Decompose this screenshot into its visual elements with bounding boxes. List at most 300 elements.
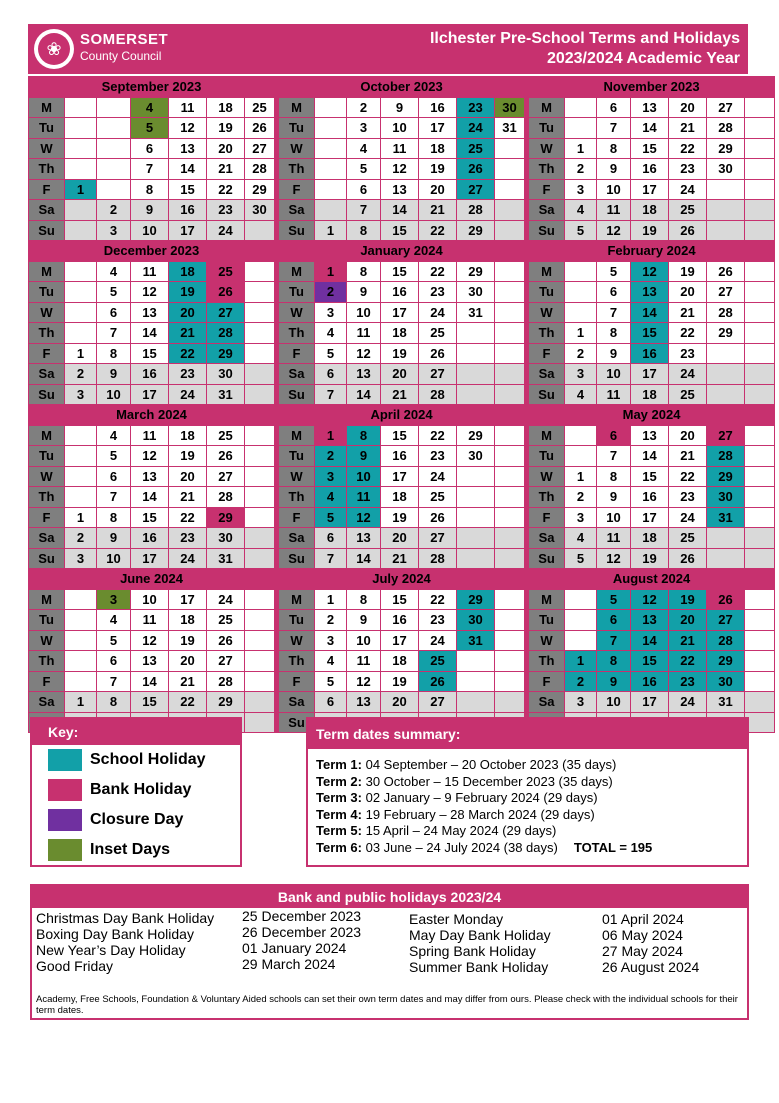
day-cell: 11 <box>347 323 381 344</box>
day-cell <box>457 323 495 344</box>
day-cell <box>745 384 775 405</box>
day-cell <box>245 446 275 467</box>
day-row <box>29 220 775 241</box>
day-cell: 22 <box>419 425 457 446</box>
day-cell <box>565 446 597 467</box>
day-label: M <box>529 97 565 118</box>
day-label: Sa <box>529 200 565 221</box>
day-cell <box>65 97 97 118</box>
day-cell: 28 <box>419 384 457 405</box>
day-cell: 31 <box>495 118 525 139</box>
day-cell <box>745 261 775 282</box>
day-cell: 22 <box>419 261 457 282</box>
key-item-inset-days <box>48 839 170 861</box>
day-cell <box>745 671 775 692</box>
day-cell: 23 <box>669 671 707 692</box>
day-cell <box>565 282 597 303</box>
day-label: W <box>29 302 65 323</box>
day-cell: 11 <box>597 528 631 549</box>
day-cell: 7 <box>597 302 631 323</box>
day-cell: 27 <box>207 651 245 672</box>
day-cell: 20 <box>207 138 245 159</box>
day-row <box>29 651 775 672</box>
day-cell: 5 <box>97 446 131 467</box>
day-cell: 22 <box>669 323 707 344</box>
day-cell: 24 <box>207 220 245 241</box>
dragon-icon: ❀ <box>38 33 70 65</box>
day-cell: 14 <box>631 446 669 467</box>
day-label: M <box>29 97 65 118</box>
day-cell: 31 <box>707 507 745 528</box>
day-cell: 13 <box>631 97 669 118</box>
day-cell: 20 <box>169 466 207 487</box>
day-cell <box>457 343 495 364</box>
day-cell: 1 <box>315 425 347 446</box>
day-cell: 25 <box>669 528 707 549</box>
day-cell <box>495 425 525 446</box>
day-label: F <box>29 179 65 200</box>
day-cell: 7 <box>597 118 631 139</box>
key-label: Inset Days <box>90 841 171 858</box>
day-cell: 31 <box>457 302 495 323</box>
day-cell <box>245 507 275 528</box>
day-cell <box>245 261 275 282</box>
day-label: F <box>529 343 565 364</box>
day-label: Sa <box>279 364 315 385</box>
day-cell <box>707 220 745 241</box>
day-cell <box>245 302 275 323</box>
day-cell: 21 <box>669 302 707 323</box>
footnote: Academy, Free Schools, Foundation & Voluntary Aided schools can set their own term dates and may differ from ours. Please check with the individual schools for their term dates. <box>36 994 738 1016</box>
day-cell: 7 <box>97 323 131 344</box>
day-cell <box>245 651 275 672</box>
day-label: W <box>529 302 565 323</box>
day-cell: 7 <box>597 630 631 651</box>
day-cell: 26 <box>669 548 707 569</box>
day-cell <box>97 97 131 118</box>
day-cell: 29 <box>457 261 495 282</box>
day-cell: 22 <box>419 589 457 610</box>
day-cell: 25 <box>669 384 707 405</box>
header-banner <box>28 24 748 74</box>
day-label: M <box>529 589 565 610</box>
day-cell: 2 <box>565 487 597 508</box>
day-cell: 24 <box>669 692 707 713</box>
day-cell: 12 <box>631 261 669 282</box>
day-cell: 1 <box>315 220 347 241</box>
day-cell: 16 <box>131 528 169 549</box>
day-cell: 23 <box>419 282 457 303</box>
day-cell: 29 <box>457 589 495 610</box>
day-cell: 26 <box>457 159 495 180</box>
day-cell <box>457 548 495 569</box>
day-cell <box>245 692 275 713</box>
day-cell: 24 <box>419 466 457 487</box>
day-label: Su <box>529 548 565 569</box>
day-cell: 20 <box>669 610 707 631</box>
day-label: Tu <box>29 446 65 467</box>
day-cell: 30 <box>457 282 495 303</box>
day-cell: 10 <box>347 302 381 323</box>
day-cell: 3 <box>97 220 131 241</box>
day-cell <box>565 302 597 323</box>
day-label: Tu <box>279 610 315 631</box>
day-cell: 10 <box>381 118 419 139</box>
month-name: March 2024 <box>29 405 275 426</box>
day-cell: 29 <box>707 466 745 487</box>
day-label: M <box>29 589 65 610</box>
day-cell: 10 <box>347 466 381 487</box>
day-cell <box>565 97 597 118</box>
day-label: F <box>29 671 65 692</box>
day-cell <box>65 220 97 241</box>
day-row <box>29 466 775 487</box>
day-cell: 13 <box>131 466 169 487</box>
day-cell <box>707 343 745 364</box>
day-cell <box>65 425 97 446</box>
day-cell <box>245 364 275 385</box>
term-line: Term 1: 04 September – 20 October 2023 (35 days) <box>316 757 617 772</box>
day-cell: 17 <box>631 692 669 713</box>
key-title: Key: <box>32 719 240 745</box>
day-cell: 1 <box>65 179 97 200</box>
day-cell: 27 <box>419 528 457 549</box>
day-label: Tu <box>529 282 565 303</box>
day-cell: 13 <box>381 179 419 200</box>
day-label: F <box>29 507 65 528</box>
day-cell: 30 <box>457 610 495 631</box>
day-cell: 4 <box>131 97 169 118</box>
day-cell: 20 <box>381 528 419 549</box>
day-cell: 2 <box>315 610 347 631</box>
day-cell: 19 <box>669 261 707 282</box>
day-cell <box>565 630 597 651</box>
day-cell: 5 <box>131 118 169 139</box>
day-cell: 2 <box>65 364 97 385</box>
day-cell: 25 <box>419 323 457 344</box>
day-cell <box>495 343 525 364</box>
day-cell: 5 <box>347 159 381 180</box>
term-line: Term 5: 15 April – 24 May 2024 (29 days) <box>316 823 557 838</box>
day-label: Th <box>279 159 315 180</box>
day-cell <box>65 630 97 651</box>
day-cell: 26 <box>707 589 745 610</box>
day-row <box>29 343 775 364</box>
day-cell: 30 <box>207 364 245 385</box>
day-cell: 3 <box>315 302 347 323</box>
day-cell: 15 <box>131 692 169 713</box>
day-label: F <box>279 343 315 364</box>
day-label: Th <box>279 323 315 344</box>
day-cell: 15 <box>381 589 419 610</box>
day-label: Sa <box>279 528 315 549</box>
day-cell: 19 <box>669 589 707 610</box>
day-cell <box>245 548 275 569</box>
day-cell: 17 <box>419 118 457 139</box>
day-cell: 21 <box>169 487 207 508</box>
day-cell <box>97 179 131 200</box>
day-label: W <box>279 138 315 159</box>
day-cell: 9 <box>131 200 169 221</box>
day-cell: 10 <box>97 548 131 569</box>
day-cell: 9 <box>597 159 631 180</box>
day-label: Sa <box>279 692 315 713</box>
day-label: F <box>279 507 315 528</box>
day-cell <box>745 323 775 344</box>
day-cell <box>745 446 775 467</box>
day-cell: 6 <box>315 528 347 549</box>
day-cell: 27 <box>707 282 745 303</box>
day-row <box>29 97 775 118</box>
day-cell <box>245 630 275 651</box>
day-cell: 24 <box>207 589 245 610</box>
month-header-row <box>29 569 775 590</box>
day-cell: 18 <box>381 487 419 508</box>
day-cell: 25 <box>419 651 457 672</box>
day-cell: 26 <box>419 507 457 528</box>
calendar-grid <box>28 76 748 733</box>
day-cell <box>495 138 525 159</box>
day-cell: 18 <box>631 200 669 221</box>
day-cell <box>495 671 525 692</box>
day-cell: 1 <box>565 323 597 344</box>
logo-line1: SOMERSET <box>80 31 169 48</box>
term-line: Term 4: 19 February – 28 March 2024 (29 days) <box>316 806 595 822</box>
day-cell <box>495 200 525 221</box>
day-cell: 17 <box>131 548 169 569</box>
day-cell <box>745 343 775 364</box>
page-title-line2: 2023/2024 Academic Year <box>546 50 740 67</box>
day-cell: 4 <box>565 200 597 221</box>
day-cell <box>65 651 97 672</box>
day-cell: 13 <box>631 610 669 631</box>
day-cell: 11 <box>169 97 207 118</box>
day-cell: 17 <box>631 179 669 200</box>
day-cell: 9 <box>347 610 381 631</box>
day-cell: 12 <box>131 446 169 467</box>
day-cell: 10 <box>597 507 631 528</box>
day-cell: 10 <box>597 364 631 385</box>
day-cell: 19 <box>381 507 419 528</box>
day-cell: 12 <box>347 671 381 692</box>
day-label: Su <box>529 384 565 405</box>
month-name: February 2024 <box>529 241 775 262</box>
day-cell: 3 <box>315 630 347 651</box>
day-cell: 7 <box>315 384 347 405</box>
day-row <box>29 118 775 139</box>
day-cell: 29 <box>707 138 745 159</box>
day-cell: 6 <box>97 466 131 487</box>
day-cell: 24 <box>669 507 707 528</box>
day-cell <box>745 118 775 139</box>
day-cell: 29 <box>207 343 245 364</box>
day-cell: 14 <box>631 302 669 323</box>
day-cell <box>707 179 745 200</box>
day-cell <box>745 97 775 118</box>
day-cell: 6 <box>597 610 631 631</box>
day-cell: 6 <box>97 651 131 672</box>
day-cell <box>745 200 775 221</box>
day-cell: 12 <box>131 630 169 651</box>
day-cell: 8 <box>97 507 131 528</box>
day-cell: 27 <box>207 466 245 487</box>
day-cell: 14 <box>131 487 169 508</box>
day-cell: 16 <box>169 200 207 221</box>
day-cell: 31 <box>707 692 745 713</box>
day-cell: 18 <box>631 384 669 405</box>
day-cell: 4 <box>565 528 597 549</box>
day-cell: 14 <box>381 200 419 221</box>
day-cell: 23 <box>669 159 707 180</box>
day-cell <box>565 261 597 282</box>
day-row <box>29 671 775 692</box>
day-cell: 14 <box>347 384 381 405</box>
day-cell: 30 <box>707 487 745 508</box>
day-label: W <box>529 138 565 159</box>
day-cell: 25 <box>207 425 245 446</box>
day-label: F <box>529 671 565 692</box>
day-cell: 19 <box>381 671 419 692</box>
day-cell <box>65 159 97 180</box>
day-cell: 12 <box>381 159 419 180</box>
key-label: Closure Day <box>90 811 184 828</box>
day-label: F <box>529 179 565 200</box>
day-label: Tu <box>279 282 315 303</box>
day-cell <box>245 466 275 487</box>
day-cell: 25 <box>419 487 457 508</box>
day-cell: 17 <box>169 589 207 610</box>
month-name: October 2023 <box>279 77 525 98</box>
day-cell <box>745 364 775 385</box>
day-cell: 19 <box>169 446 207 467</box>
day-cell: 27 <box>457 179 495 200</box>
day-cell: 24 <box>169 548 207 569</box>
day-cell: 4 <box>315 323 347 344</box>
day-cell: 9 <box>381 97 419 118</box>
day-cell: 12 <box>169 118 207 139</box>
day-cell: 23 <box>207 200 245 221</box>
day-label: M <box>529 425 565 446</box>
day-label: Tu <box>529 446 565 467</box>
day-row <box>29 630 775 651</box>
day-cell: 21 <box>669 630 707 651</box>
bank-holiday-names-right: Easter Monday May Day Bank Holiday Spring Bank Holiday Summer Bank Holiday <box>409 911 551 975</box>
day-row <box>29 323 775 344</box>
day-cell: 8 <box>597 138 631 159</box>
day-cell: 21 <box>169 323 207 344</box>
day-cell: 10 <box>131 589 169 610</box>
day-cell: 27 <box>419 692 457 713</box>
day-cell: 8 <box>597 651 631 672</box>
day-cell: 16 <box>631 671 669 692</box>
day-cell: 23 <box>457 97 495 118</box>
day-cell: 14 <box>347 548 381 569</box>
day-cell: 15 <box>631 466 669 487</box>
day-label: Tu <box>29 282 65 303</box>
day-cell: 28 <box>207 487 245 508</box>
day-cell: 7 <box>131 159 169 180</box>
bank-holiday-names-left: Christmas Day Bank Holiday Boxing Day Bank Holiday New Year’s Day Holiday Good Friday <box>36 910 215 974</box>
day-cell <box>65 487 97 508</box>
day-cell: 28 <box>707 630 745 651</box>
day-cell <box>245 425 275 446</box>
day-cell <box>745 302 775 323</box>
day-cell: 1 <box>565 466 597 487</box>
day-cell: 24 <box>669 179 707 200</box>
day-cell: 20 <box>169 302 207 323</box>
day-cell: 10 <box>131 220 169 241</box>
day-cell <box>495 384 525 405</box>
day-cell <box>245 384 275 405</box>
day-label: Tu <box>29 610 65 631</box>
day-cell: 24 <box>419 302 457 323</box>
day-cell: 15 <box>631 138 669 159</box>
month-header-row <box>29 77 775 98</box>
day-label: Th <box>29 651 65 672</box>
day-cell <box>707 384 745 405</box>
day-label: Su <box>29 548 65 569</box>
day-cell: 28 <box>245 159 275 180</box>
day-cell: 14 <box>131 671 169 692</box>
day-cell: 16 <box>631 159 669 180</box>
day-cell: 14 <box>631 118 669 139</box>
day-cell: 27 <box>707 97 745 118</box>
day-label: Sa <box>529 528 565 549</box>
day-label: Th <box>279 487 315 508</box>
day-cell: 9 <box>347 446 381 467</box>
day-cell: 23 <box>669 487 707 508</box>
day-cell: 1 <box>65 343 97 364</box>
day-cell: 15 <box>631 651 669 672</box>
day-cell: 4 <box>97 261 131 282</box>
day-cell: 25 <box>207 261 245 282</box>
month-name: November 2023 <box>529 77 775 98</box>
day-cell <box>315 200 347 221</box>
day-cell: 28 <box>207 323 245 344</box>
day-cell: 6 <box>597 97 631 118</box>
day-label: Tu <box>29 118 65 139</box>
day-cell <box>707 364 745 385</box>
day-cell: 28 <box>457 200 495 221</box>
day-cell: 19 <box>169 282 207 303</box>
day-row <box>29 200 775 221</box>
day-cell: 30 <box>495 97 525 118</box>
day-cell <box>745 589 775 610</box>
day-label: Su <box>279 384 315 405</box>
day-cell: 2 <box>315 446 347 467</box>
day-cell <box>245 323 275 344</box>
day-cell: 18 <box>381 323 419 344</box>
day-cell: 20 <box>381 692 419 713</box>
month-name: April 2024 <box>279 405 525 426</box>
council-logo <box>34 29 74 69</box>
key-box <box>30 717 242 867</box>
day-cell: 15 <box>381 261 419 282</box>
day-cell: 26 <box>207 446 245 467</box>
day-label: M <box>279 261 315 282</box>
day-cell: 5 <box>315 671 347 692</box>
day-cell <box>97 138 131 159</box>
day-label: W <box>279 466 315 487</box>
key-item-closure-day <box>48 809 183 831</box>
day-cell <box>65 282 97 303</box>
day-cell: 23 <box>669 343 707 364</box>
month-name: August 2024 <box>529 569 775 590</box>
day-cell <box>745 220 775 241</box>
logo-text <box>80 32 168 64</box>
day-cell: 26 <box>245 118 275 139</box>
day-cell: 22 <box>169 507 207 528</box>
